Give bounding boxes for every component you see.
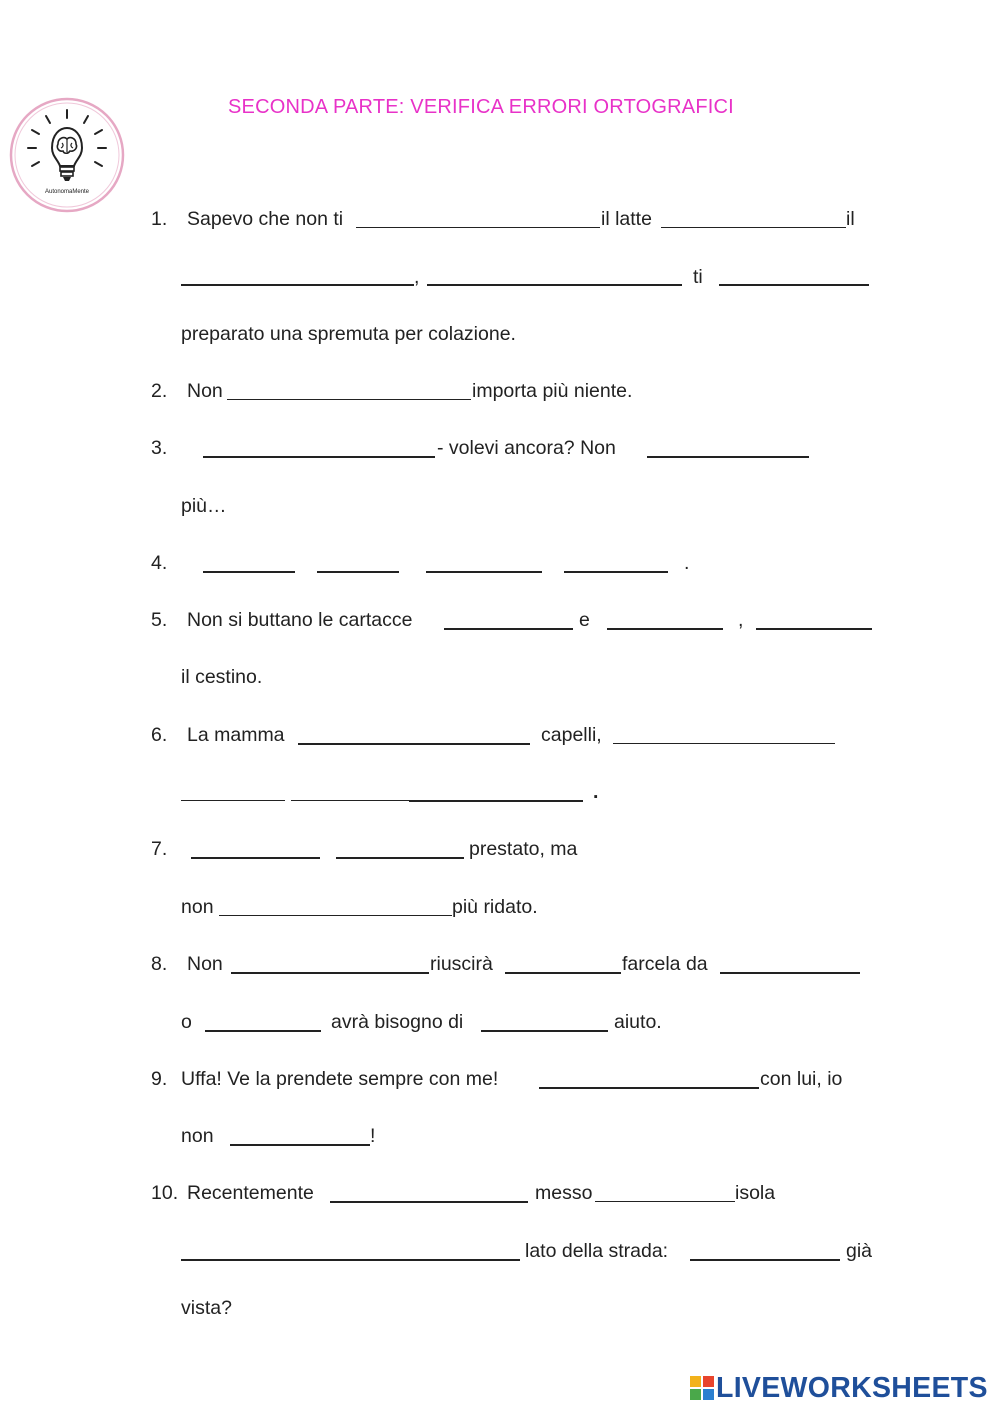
exercise-number: 2. [151,380,168,402]
answer-blank[interactable] [317,571,399,573]
answer-blank[interactable] [539,1087,759,1089]
exercise-text: Uffa! Ve la prendete sempre con me! [181,1068,499,1090]
exercise-text: già [846,1240,873,1262]
answer-blank[interactable] [330,1201,528,1203]
exercise-text: o [181,1011,192,1033]
exercise-text: il latte [601,208,652,230]
answer-blank[interactable] [756,628,872,630]
exercise-text: farcela da [622,953,708,975]
answer-blank[interactable] [427,284,682,286]
answer-blank[interactable] [564,571,668,573]
answer-blank[interactable] [219,915,452,916]
exercise-text: e [579,609,590,631]
answer-blank[interactable] [719,284,869,286]
answer-blank[interactable] [231,972,429,974]
liveworksheets-text: LIVEWORKSHEETS [716,1372,988,1404]
answer-blank[interactable] [291,800,409,801]
exercise-text: ti [693,266,703,288]
exercise-text: Non si buttano le cartacce [187,609,413,631]
answer-blank[interactable] [661,227,846,228]
exercise-text: , [414,266,420,288]
exercise-text: Recentemente [187,1182,314,1204]
brain-lightbulb-logo [8,96,126,214]
exercise-text: isola [735,1182,776,1204]
exercise-text: aiuto. [614,1011,662,1033]
exercise-text: capelli, [541,724,602,746]
answer-blank[interactable] [230,1144,370,1146]
exercise-text: La mamma [187,724,285,746]
exercise-text: il cestino. [181,666,263,688]
exercise-text: non [181,1125,214,1147]
exercise-number: 5. [151,609,168,631]
exercise-text: ! [370,1125,376,1147]
exercise-text: con lui, io [760,1068,843,1090]
exercise-number: 4. [151,552,168,574]
exercise-text: vista? [181,1297,232,1319]
answer-blank[interactable] [205,1030,321,1032]
answer-blank[interactable] [481,1030,608,1032]
exercise-text: preparato una spremuta per colazione. [181,323,516,345]
exercise-text: , [738,609,744,631]
answer-blank[interactable] [426,571,542,573]
answer-blank[interactable] [203,456,435,458]
answer-blank[interactable] [356,227,600,228]
exercise-text: più… [181,495,227,517]
answer-blank[interactable] [444,628,573,630]
exercise-text: non [181,896,214,918]
liveworksheets-brand[interactable] [688,1371,988,1405]
exercise-number: 10. [151,1182,179,1204]
answer-blank[interactable] [409,800,583,802]
exercise-text: Non [187,380,223,402]
answer-blank[interactable] [203,571,295,573]
answer-blank[interactable] [336,857,464,859]
exercise-number: 7. [151,838,168,860]
answer-blank[interactable] [505,972,621,974]
answer-blank[interactable] [227,399,471,400]
exercise-text: più ridato. [452,896,538,918]
exercise-text: il [846,208,855,230]
exercise-number: 3. [151,437,168,459]
answer-blank[interactable] [191,857,320,859]
answer-blank[interactable] [298,743,530,745]
exercise-text: Non [187,953,223,975]
exercise-number: 1. [151,208,168,230]
exercise-number: 8. [151,953,168,975]
answer-blank[interactable] [181,284,414,286]
exercise-text: . [593,781,599,803]
answer-blank[interactable] [690,1259,840,1261]
answer-blank[interactable] [613,743,835,744]
exercise-number: 6. [151,724,168,746]
exercise-text: messo [535,1182,593,1204]
exercise-text: . [684,552,690,574]
exercise-text: importa più niente. [472,380,633,402]
answer-blank[interactable] [647,456,809,458]
exercise-text: avrà bisogno di [331,1011,464,1033]
page-title: SECONDA PARTE: VERIFICA ERRORI ORTOGRAFICI [228,96,734,118]
exercise-text: lato della strada: [525,1240,669,1262]
exercise-text: riuscirà [430,953,493,975]
exercise-text: Sapevo che non ti [187,208,344,230]
exercise-text: prestato, ma [469,838,578,860]
answer-blank[interactable] [595,1201,735,1202]
liveworksheets-logo-icon [690,1376,714,1400]
exercise-text: - volevi ancora? Non [437,437,616,459]
exercise-number: 9. [151,1068,168,1090]
answer-blank[interactable] [181,800,285,801]
answer-blank[interactable] [181,1259,520,1261]
answer-blank[interactable] [607,628,723,630]
logo-caption: AutonomaMente [44,189,90,195]
answer-blank[interactable] [720,972,860,974]
